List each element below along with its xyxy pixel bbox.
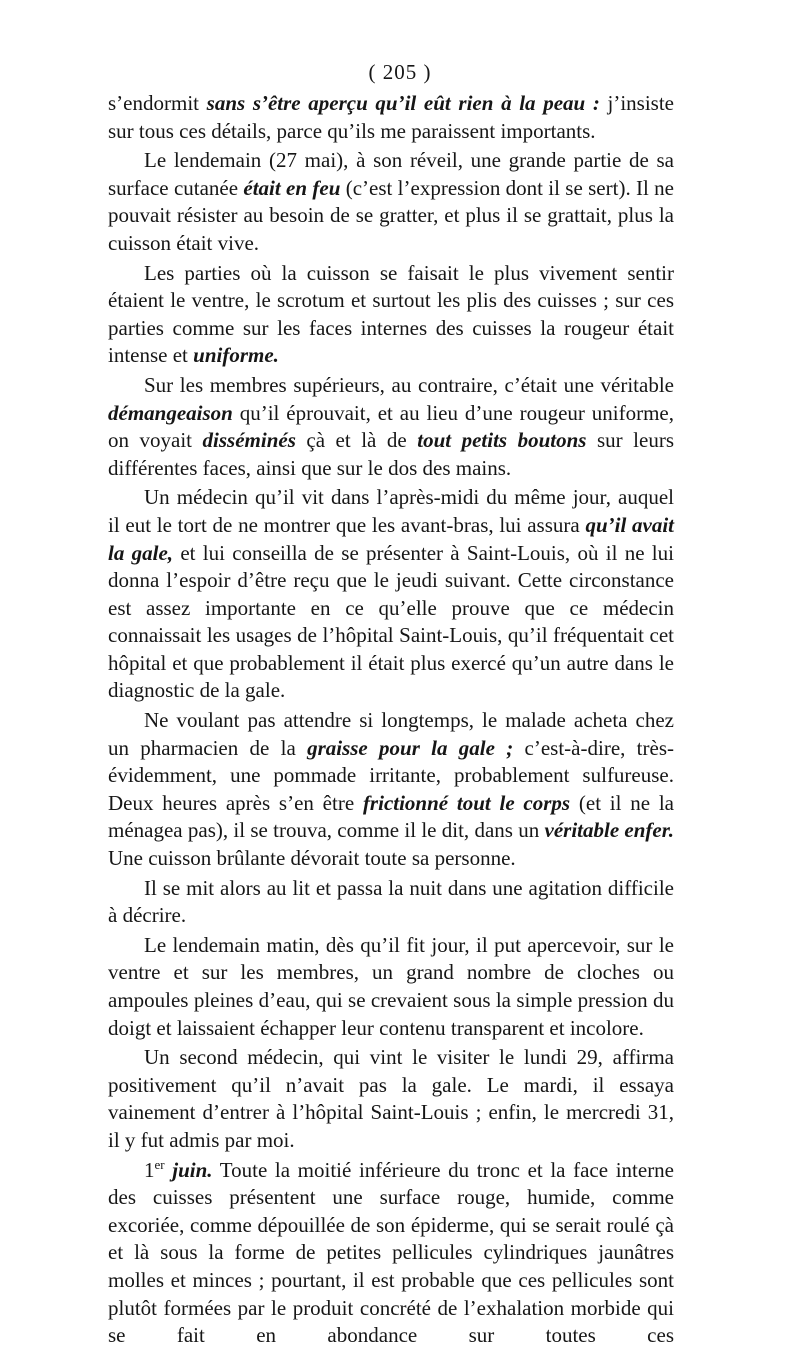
text-run: qu’il éprouvait, et au lieu d’une rougeur uniforme, on voyait <box>108 400 674 453</box>
paragraph <box>108 260 674 370</box>
text-run: et lui conseilla de se présenter à Saint-Louis, où il ne lui donna l’espoir d’être reçu que le jeudi suivant. Cette circonstance est assez importante en ce qu’elle prouve que ce médecin connaissait les usages de l’hôpital Saint-Louis, qu’il fréquentait cet hôpital et que probablement il était plus exercé qu’un autre dans le diagnostic de la gale. <box>108 540 674 703</box>
text-run: Une cuisson brûlante dévorait toute sa personne. <box>108 846 516 871</box>
text-run: c’est-à-dire, très-évidemment, une pommade irritante, probablement sulfureuse. Deux heures après s’en être <box>108 735 674 815</box>
paragraph <box>108 707 674 873</box>
text-run: 1 <box>144 1157 155 1182</box>
page-number: ( 205 ) <box>368 60 432 84</box>
text-run: Sur les membres supérieurs, au contraire, c’était une véritable <box>144 372 674 397</box>
text-run: Un second médecin, qui vint le visiter le lundi 29, affirma positivement qu’il n’avait pas la gale. Le mardi, il essaya vainement d’entrer à l’hôpital Saint-Louis ; enfin, le mercredi 31, il y fut admis par moi. <box>108 1045 674 1152</box>
text-run: Le lendemain matin, dès qu’il fit jour, il put apercevoir, sur le ventre et sur les membres, un grand nombre de cloches ou ampoules pleines d’eau, qui se crevaient sous la simple pression du doigt et laissaient échapper leur contenu transparent et incolore. <box>108 932 674 1040</box>
text-run: Il se mit alors au lit et passa la nuit dans une agitation difficile à décrire. <box>108 875 674 928</box>
emphasis-text: était en feu <box>243 175 341 200</box>
text-run: Un médecin qu’il vit dans l’après-midi du même jour, auquel il eut le tort de ne montrer que les avant-bras, lui assura <box>108 485 674 537</box>
text-run: sur leurs différentes faces, ainsi que sur le dos des mains. <box>108 428 674 480</box>
emphasis-text: véritable enfer. <box>544 818 674 843</box>
paragraph <box>108 875 674 930</box>
emphasis-text: disséminés <box>202 428 296 453</box>
paragraph <box>108 1157 674 1350</box>
text-run: j’insiste sur tous ces détails, parce qu’ils me paraissent importants. <box>108 91 675 143</box>
superscript-text: er <box>154 1156 165 1172</box>
emphasis-text: frictionné tout le corps <box>362 790 571 815</box>
emphasis-text: graisse pour la gale ; <box>307 735 514 760</box>
emphasis-text: qu’il avait la gale, <box>108 512 674 565</box>
body-text <box>108 90 674 1352</box>
text-run: (c’est l’expression dont il se sert). Il ne pouvait résister au besoin de se gratter, et plus il se grattait, plus la cuisson était vive. <box>108 175 674 255</box>
emphasis-text: tout petits boutons <box>417 428 587 453</box>
text-run: (et il ne la ménagea pas), il se trouva, comme il le dit, dans un <box>108 790 675 843</box>
paragraph <box>108 372 674 482</box>
paragraph <box>108 147 674 257</box>
paragraph <box>108 1044 674 1154</box>
emphasis-text: juin. <box>164 1157 213 1182</box>
emphasis-text: sans s’être aperçu qu’il eût rien à la peau : <box>206 91 600 115</box>
paragraph <box>108 484 674 705</box>
emphasis-text: uniforme. <box>193 343 279 368</box>
paragraph <box>108 90 674 145</box>
text-run: Le lendemain (27 mai), à son réveil, une grande partie de sa surface cutanée <box>108 148 674 200</box>
text-run: s’endormit <box>108 91 207 115</box>
paragraph <box>108 932 674 1042</box>
text-run: Ne voulant pas attendre si longtemps, le malade acheta chez un pharmacien de la <box>108 708 674 760</box>
text-run: çà et là de <box>295 428 418 453</box>
text-run: Toute la moitié inférieure du tronc et la face interne des cuisses présentent une surface rouge, humide, comme excoriée, comme dépouillée de son épiderme, qui se serait roulé çà et là sous la forme de petites pellicules cylindriques jaunâtres molles et minces ; pourtant, il est probable que ces pellicules sont plutôt formées par le produit concrété de l’exhalation morbide qui se fait en abondance sur toutes ces <box>108 1157 675 1348</box>
text-run: Les parties où la cuisson se faisait le plus vivement sentir étaient le ventre, le scrotum et surtout les plis des cuisses ; sur ces parties comme sur les faces internes des cuisses la rougeur était intense et <box>108 260 674 368</box>
emphasis-text: démangeaison <box>108 400 233 425</box>
